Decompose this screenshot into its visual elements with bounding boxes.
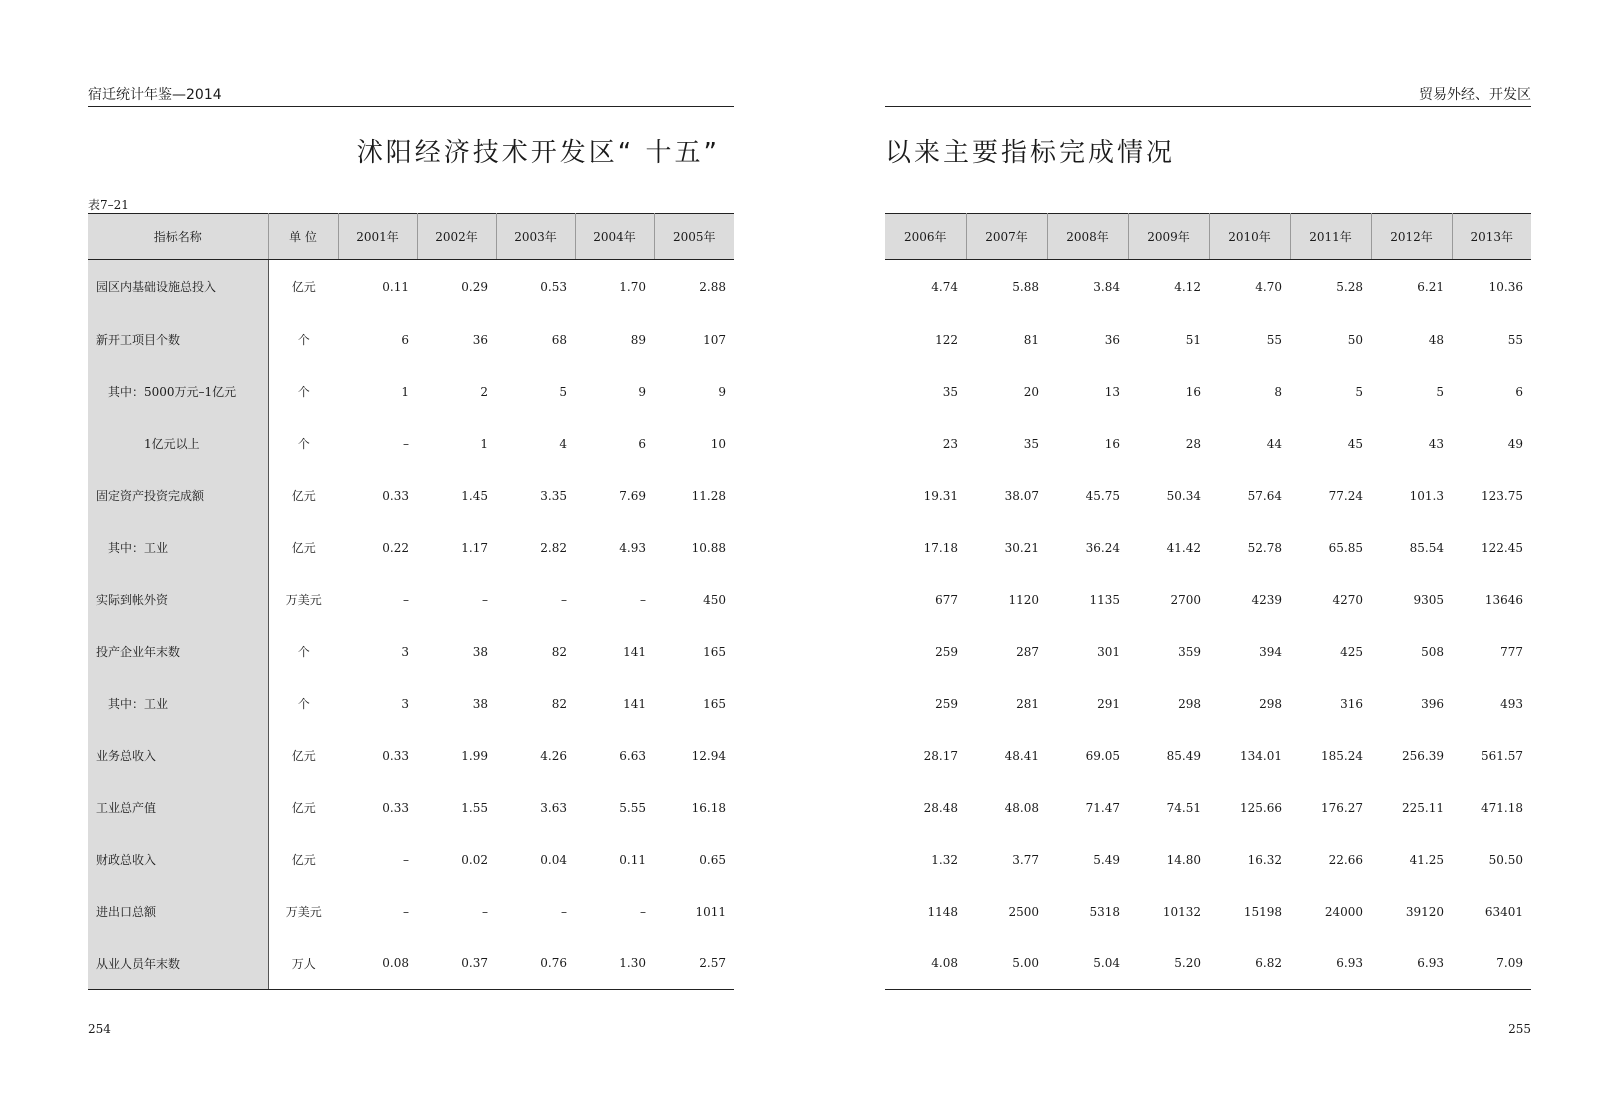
table-title-part2: 以来主要指标完成情况 xyxy=(885,138,1176,168)
value-cell: 4239 xyxy=(1251,592,1282,607)
indicator-name: 固定资产投资完成额 xyxy=(88,470,268,522)
table-row xyxy=(88,470,734,522)
value-cell: 45.75 xyxy=(1085,488,1120,503)
value-cell: 85.49 xyxy=(1166,748,1201,763)
page-number-right: 255 xyxy=(1508,1022,1531,1036)
value-cell: 1.30 xyxy=(575,938,654,990)
value-cell: 471.18 xyxy=(1481,800,1523,815)
value-cell: 6.82 xyxy=(1209,938,1290,990)
indicator-name: 其中：5000万元–1亿元 xyxy=(88,366,268,418)
value-cell: 2.82 xyxy=(540,540,567,555)
indicator-name: 从业人员年末数 xyxy=(88,938,268,990)
value-cell: 4.74 xyxy=(931,279,958,294)
indicator-name: 投产企业年末数 xyxy=(88,626,268,678)
value-cell: 5.04 xyxy=(1047,938,1128,990)
value-cell: 50 xyxy=(1347,332,1363,347)
value-cell: 0.02 xyxy=(461,852,488,867)
value-cell: 11.28 xyxy=(691,488,726,503)
table-row xyxy=(88,886,734,938)
value-cell: 10 xyxy=(710,436,726,451)
value-cell: 677 xyxy=(935,592,958,607)
value-cell: 82 xyxy=(551,644,567,659)
column-header: 指标名称 xyxy=(88,214,268,260)
running-head-left xyxy=(88,84,734,107)
value-cell: 10132 xyxy=(1162,904,1201,919)
value-cell: 0.53 xyxy=(540,279,567,294)
indicator-name: 其中：工业 xyxy=(88,678,268,730)
value-cell: 36.24 xyxy=(1085,540,1120,555)
running-head-right xyxy=(885,84,1531,107)
value-cell: 1.55 xyxy=(461,800,488,815)
indicator-unit: 万人 xyxy=(268,938,338,990)
value-cell: 2.57 xyxy=(654,938,734,990)
value-cell: 0.65 xyxy=(699,852,726,867)
value-cell: 259 xyxy=(935,696,958,711)
indicator-unit: 个 xyxy=(268,366,338,418)
value-cell: 134.01 xyxy=(1240,748,1282,763)
indicator-unit: 万美元 xyxy=(268,574,338,626)
value-cell: 6 xyxy=(638,436,646,451)
value-cell: 281 xyxy=(1016,696,1039,711)
value-cell: 3.63 xyxy=(540,800,567,815)
indicator-unit: 个 xyxy=(268,314,338,366)
indicator-unit: 亿元 xyxy=(268,730,338,782)
value-cell: 2 xyxy=(480,384,488,399)
value-cell: 6.63 xyxy=(619,748,646,763)
value-cell: 10.88 xyxy=(691,540,726,555)
value-cell: 9 xyxy=(638,384,646,399)
value-cell: 24000 xyxy=(1324,904,1363,919)
column-header: 2002年 xyxy=(417,214,496,260)
value-cell: 291 xyxy=(1097,696,1120,711)
value-cell: 165 xyxy=(703,696,726,711)
value-cell: 141 xyxy=(623,696,646,711)
value-cell: 68 xyxy=(551,332,567,347)
column-header: 2013年 xyxy=(1452,214,1531,260)
value-cell: 3.84 xyxy=(1093,279,1120,294)
value-cell: 35 xyxy=(942,384,958,399)
left-page xyxy=(88,0,734,1099)
value-cell: 2.88 xyxy=(699,279,726,294)
value-cell: 7.69 xyxy=(619,488,646,503)
value-cell: 394 xyxy=(1259,644,1282,659)
value-cell: 508 xyxy=(1421,644,1444,659)
value-cell: 50.50 xyxy=(1488,852,1523,867)
value-cell: 50.34 xyxy=(1166,488,1201,503)
value-cell: 28 xyxy=(1185,436,1201,451)
table-row xyxy=(885,626,1531,678)
value-cell: 43 xyxy=(1428,436,1444,451)
value-cell: 5.00 xyxy=(966,938,1047,990)
column-header: 2010年 xyxy=(1209,214,1290,260)
indicator-name: 财政总收入 xyxy=(88,834,268,886)
value-cell: 425 xyxy=(1340,644,1363,659)
indicator-name: 1亿元以上 xyxy=(88,418,268,470)
value-cell: 82 xyxy=(551,696,567,711)
value-cell: 122.45 xyxy=(1481,540,1523,555)
value-cell: 396 xyxy=(1421,696,1444,711)
value-cell: 48.08 xyxy=(1004,800,1039,815)
indicator-table-right xyxy=(885,213,1531,990)
value-cell: 19.31 xyxy=(923,488,958,503)
value-cell: 185.24 xyxy=(1321,748,1363,763)
value-cell: 3.35 xyxy=(540,488,567,503)
value-cell: 0.11 xyxy=(619,852,646,867)
table-row xyxy=(88,574,734,626)
value-cell: 4.93 xyxy=(619,540,646,555)
table-row xyxy=(885,938,1531,990)
value-cell: 16.32 xyxy=(1247,852,1282,867)
value-cell: 15198 xyxy=(1243,904,1282,919)
value-cell: 8 xyxy=(1274,384,1282,399)
value-cell: 71.47 xyxy=(1085,800,1120,815)
value-cell: 28.17 xyxy=(923,748,958,763)
table-row xyxy=(88,782,734,834)
table-title-part1: 沭阳经济技术开发区“ 十五” xyxy=(356,138,720,168)
table-row xyxy=(885,314,1531,366)
value-cell: 561.57 xyxy=(1481,748,1523,763)
value-cell: 44 xyxy=(1266,436,1282,451)
yearbook-title: 宿迁统计年鉴—2014 xyxy=(88,87,222,103)
value-cell: 5.20 xyxy=(1128,938,1209,990)
value-cell: 1.70 xyxy=(619,279,646,294)
value-cell: 0.11 xyxy=(382,279,409,294)
right-page xyxy=(885,0,1531,1099)
value-cell: – xyxy=(640,592,646,607)
value-cell: 6.21 xyxy=(1417,279,1444,294)
value-cell: 38 xyxy=(472,644,488,659)
table-row xyxy=(88,522,734,574)
table-row xyxy=(88,418,734,470)
table-row xyxy=(885,260,1531,314)
value-cell: 48.41 xyxy=(1004,748,1039,763)
column-header: 2006年 xyxy=(885,214,966,260)
value-cell: 13646 xyxy=(1484,592,1523,607)
table-row xyxy=(885,418,1531,470)
value-cell: 36 xyxy=(1104,332,1120,347)
chapter-title: 贸易外经、开发区 xyxy=(1419,87,1531,103)
value-cell: 259 xyxy=(935,644,958,659)
indicator-unit: 亿元 xyxy=(268,470,338,522)
value-cell: – xyxy=(403,436,409,451)
value-cell: 49 xyxy=(1507,436,1523,451)
column-header: 2007年 xyxy=(966,214,1047,260)
column-header: 2004年 xyxy=(575,214,654,260)
value-cell: 493 xyxy=(1500,696,1523,711)
value-cell: 38.07 xyxy=(1004,488,1039,503)
value-cell: 57.64 xyxy=(1247,488,1282,503)
value-cell: 107 xyxy=(703,332,726,347)
table-row xyxy=(885,834,1531,886)
value-cell: – xyxy=(403,904,409,919)
indicator-unit: 个 xyxy=(268,678,338,730)
value-cell: 5.49 xyxy=(1093,852,1120,867)
table-row xyxy=(885,522,1531,574)
value-cell: 4 xyxy=(559,436,567,451)
value-cell: 1.45 xyxy=(461,488,488,503)
value-cell: 4.70 xyxy=(1255,279,1282,294)
value-cell: – xyxy=(403,852,409,867)
indicator-unit: 万美元 xyxy=(268,886,338,938)
indicator-name: 其中：工业 xyxy=(88,522,268,574)
table-row xyxy=(88,834,734,886)
table-row xyxy=(88,314,734,366)
indicator-name: 新开工项目个数 xyxy=(88,314,268,366)
value-cell: 4.12 xyxy=(1174,279,1201,294)
table-row xyxy=(885,678,1531,730)
table-row xyxy=(88,366,734,418)
indicator-name: 园区内基础设施总投入 xyxy=(88,260,268,314)
value-cell: 4.26 xyxy=(540,748,567,763)
value-cell: 225.11 xyxy=(1402,800,1444,815)
value-cell: 1.17 xyxy=(461,540,488,555)
value-cell: 2500 xyxy=(1008,904,1039,919)
value-cell: 65.85 xyxy=(1328,540,1363,555)
value-cell: 30.21 xyxy=(1004,540,1039,555)
header-row xyxy=(885,214,1531,260)
column-header: 2003年 xyxy=(496,214,575,260)
value-cell: 85.54 xyxy=(1409,540,1444,555)
table-row xyxy=(88,938,734,990)
value-cell: – xyxy=(482,904,488,919)
value-cell: 69.05 xyxy=(1085,748,1120,763)
value-cell: 81 xyxy=(1023,332,1039,347)
column-header: 2012年 xyxy=(1371,214,1452,260)
page-number-left: 254 xyxy=(88,1022,111,1036)
value-cell: 3 xyxy=(401,644,409,659)
value-cell: 28.48 xyxy=(923,800,958,815)
value-cell: 359 xyxy=(1178,644,1201,659)
value-cell: 23 xyxy=(942,436,958,451)
indicator-name: 实际到帐外资 xyxy=(88,574,268,626)
table-row xyxy=(885,886,1531,938)
value-cell: 298 xyxy=(1178,696,1201,711)
value-cell: 1 xyxy=(401,384,409,399)
value-cell: 55 xyxy=(1266,332,1282,347)
table-row xyxy=(88,678,734,730)
indicator-name: 工业总产值 xyxy=(88,782,268,834)
value-cell: 74.51 xyxy=(1166,800,1201,815)
value-cell: 298 xyxy=(1259,696,1282,711)
value-cell: 41.25 xyxy=(1409,852,1444,867)
value-cell: 2700 xyxy=(1170,592,1201,607)
value-cell: 0.33 xyxy=(382,488,409,503)
value-cell: 141 xyxy=(623,644,646,659)
value-cell: 123.75 xyxy=(1481,488,1523,503)
value-cell: 101.3 xyxy=(1409,488,1444,503)
value-cell: 5.88 xyxy=(1012,279,1039,294)
value-cell: 77.24 xyxy=(1328,488,1363,503)
value-cell: 89 xyxy=(630,332,646,347)
value-cell: 63401 xyxy=(1484,904,1523,919)
header-row xyxy=(88,214,734,260)
value-cell: 5 xyxy=(559,384,567,399)
value-cell: 35 xyxy=(1023,436,1039,451)
column-header: 2008年 xyxy=(1047,214,1128,260)
value-cell: 5318 xyxy=(1089,904,1120,919)
value-cell: 9 xyxy=(718,384,726,399)
column-header: 2011年 xyxy=(1290,214,1371,260)
value-cell: 55 xyxy=(1507,332,1523,347)
table-row xyxy=(88,626,734,678)
value-cell: – xyxy=(482,592,488,607)
value-cell: 301 xyxy=(1097,644,1120,659)
column-header: 2001年 xyxy=(338,214,417,260)
value-cell: 1120 xyxy=(1008,592,1039,607)
value-cell: 36 xyxy=(472,332,488,347)
table-row xyxy=(885,574,1531,626)
value-cell: 777 xyxy=(1500,644,1523,659)
value-cell: 1135 xyxy=(1089,592,1120,607)
value-cell: 0.29 xyxy=(461,279,488,294)
value-cell: 122 xyxy=(935,332,958,347)
value-cell: 41.42 xyxy=(1166,540,1201,555)
value-cell: 5 xyxy=(1355,384,1363,399)
value-cell: – xyxy=(561,592,567,607)
value-cell: 1 xyxy=(480,436,488,451)
value-cell: 14.80 xyxy=(1166,852,1201,867)
value-cell: 1148 xyxy=(927,904,958,919)
value-cell: 0.22 xyxy=(382,540,409,555)
table-row xyxy=(88,260,734,314)
value-cell: 39120 xyxy=(1405,904,1444,919)
value-cell: 13 xyxy=(1104,384,1120,399)
value-cell: 10.36 xyxy=(1488,279,1523,294)
value-cell: 0.33 xyxy=(382,748,409,763)
column-header: 单 位 xyxy=(268,214,338,260)
indicator-unit: 亿元 xyxy=(268,522,338,574)
value-cell: 7.09 xyxy=(1452,938,1531,990)
value-cell: 4.08 xyxy=(885,938,966,990)
value-cell: 16 xyxy=(1104,436,1120,451)
indicator-unit: 亿元 xyxy=(268,834,338,886)
column-header: 2005年 xyxy=(654,214,734,260)
indicator-unit: 亿元 xyxy=(268,782,338,834)
value-cell: 3 xyxy=(401,696,409,711)
value-cell: – xyxy=(561,904,567,919)
value-cell: 22.66 xyxy=(1328,852,1363,867)
value-cell: 125.66 xyxy=(1240,800,1282,815)
value-cell: 12.94 xyxy=(691,748,726,763)
value-cell: 450 xyxy=(703,592,726,607)
table-row xyxy=(885,730,1531,782)
value-cell: 165 xyxy=(703,644,726,659)
indicator-unit: 亿元 xyxy=(268,260,338,314)
value-cell: 0.33 xyxy=(382,800,409,815)
indicator-unit: 个 xyxy=(268,418,338,470)
value-cell: 6.93 xyxy=(1371,938,1452,990)
value-cell: 6 xyxy=(401,332,409,347)
table-row xyxy=(885,470,1531,522)
column-header: 2009年 xyxy=(1128,214,1209,260)
value-cell: 6 xyxy=(1515,384,1523,399)
value-cell: 20 xyxy=(1023,384,1039,399)
value-cell: 0.04 xyxy=(540,852,567,867)
value-cell: 1.99 xyxy=(461,748,488,763)
table-row xyxy=(885,782,1531,834)
value-cell: 1.32 xyxy=(931,852,958,867)
value-cell: 176.27 xyxy=(1321,800,1363,815)
table-row xyxy=(88,730,734,782)
value-cell: 4270 xyxy=(1332,592,1363,607)
value-cell: 51 xyxy=(1185,332,1201,347)
value-cell: 0.76 xyxy=(496,938,575,990)
indicator-name: 业务总收入 xyxy=(88,730,268,782)
value-cell: 3.77 xyxy=(1012,852,1039,867)
value-cell: 48 xyxy=(1428,332,1444,347)
value-cell: 256.39 xyxy=(1402,748,1444,763)
indicator-table-left xyxy=(88,213,734,990)
value-cell: 16.18 xyxy=(691,800,726,815)
value-cell: 16 xyxy=(1185,384,1201,399)
value-cell: 17.18 xyxy=(923,540,958,555)
indicator-unit: 个 xyxy=(268,626,338,678)
value-cell: – xyxy=(640,904,646,919)
indicator-name: 进出口总额 xyxy=(88,886,268,938)
value-cell: 9305 xyxy=(1413,592,1444,607)
value-cell: 5.55 xyxy=(619,800,646,815)
value-cell: 316 xyxy=(1340,696,1363,711)
value-cell: 1011 xyxy=(695,904,726,919)
value-cell: – xyxy=(403,592,409,607)
value-cell: 5.28 xyxy=(1336,279,1363,294)
table-row xyxy=(885,366,1531,418)
value-cell: 0.08 xyxy=(338,938,417,990)
value-cell: 5 xyxy=(1436,384,1444,399)
value-cell: 287 xyxy=(1016,644,1039,659)
table-number: 表7–21 xyxy=(88,198,129,212)
value-cell: 0.37 xyxy=(417,938,496,990)
value-cell: 38 xyxy=(472,696,488,711)
value-cell: 6.93 xyxy=(1290,938,1371,990)
value-cell: 45 xyxy=(1347,436,1363,451)
value-cell: 52.78 xyxy=(1247,540,1282,555)
